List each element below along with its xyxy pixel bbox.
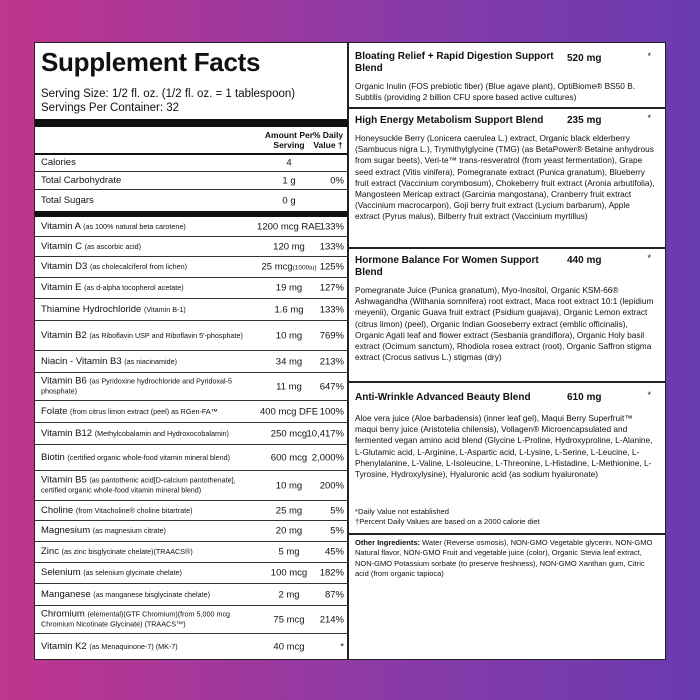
blend-text: Organic Inulin (FOS prebiotic fiber) (Blue agave plant), OptiBiome® BS50 B. Subtilis (providing 2 billion CFU spore based active cultures) <box>355 81 636 103</box>
serving-info <box>41 87 295 115</box>
nutrient-source: (as cholecalciferol from lichen) <box>89 261 188 271</box>
nutrient-dv: 5% <box>330 505 344 516</box>
nutrient-row <box>35 501 348 521</box>
nutrient-source: (as d-alpha tocopherol acetate) <box>84 282 184 292</box>
nutrient-row <box>35 634 348 659</box>
other-ingredients-label: Other Ingredients: <box>355 538 421 547</box>
nutrient-label: Selenium <box>41 566 81 578</box>
nutrient-label: Chromium <box>41 608 85 619</box>
nutrient-dv: 214% <box>319 614 344 625</box>
blend-amount: 440 mg <box>567 255 602 266</box>
nutrient-source: (from Vitacholine® choline bitartrate) <box>75 505 193 515</box>
nutrient-name <box>41 157 256 168</box>
amount-value: 34 mg <box>275 356 303 367</box>
nutrient-label: Vitamin B6 <box>41 375 87 386</box>
note-dv-not-established: *Daily Value not established <box>355 507 449 516</box>
nutrient-dv: 213% <box>319 356 344 367</box>
nutrient-dv: 769% <box>319 330 344 341</box>
nutrient-row <box>35 542 348 563</box>
amount-value: 75 mcg <box>273 614 305 625</box>
nutrient-name <box>41 428 256 439</box>
nutrient-name <box>41 568 256 579</box>
blend-text: Honeysuckle Berry (Lonicera caerulea L.) extract, Organic black elderberry (Sambucus nigra L.), Trymithylglycine (TMG) (as BetaPower® Betaine anhydrous from sugar beets), Veri-te™ trans-resveratrol (from yeast fermentation), Grape seed extract (Vitis vinifera), Pomegranate extract (Punica granatum), Blueberry fruit extract (Vaccinium corymbosum), Chokeberry fruit extract (Aronia arbutifolia), Mangosteen Mericap extract (Garcinia mangostana), Cranberry fruit extract (Vaccinium macrocarpon), Goji berry fruit extract (Lycium barbarum), Apple extract (Pyrus malus), Bilberry fruit extract (Vaccinium myrtillus) <box>355 133 655 222</box>
nutrient-label: Vitamin B2 <box>41 329 87 341</box>
nutrient-name <box>41 330 256 341</box>
nutrient-label: Vitamin B12 <box>41 427 93 439</box>
nutrient-label: Vitamin A <box>41 220 81 232</box>
nutrient-name <box>41 221 256 232</box>
amount-value: 10 mg <box>275 330 303 341</box>
nutrient-row <box>35 606 348 634</box>
nutrient-amount <box>249 157 329 168</box>
nutrient-source: (as Pyridoxine hydrochloride and Pyridoxal-5 phosphate) <box>41 376 233 396</box>
nutrient-row <box>35 299 348 321</box>
amount-value: 120 mg <box>273 241 305 252</box>
amount-value: 20 mg <box>275 525 303 537</box>
nutrient-column <box>35 43 349 659</box>
nutrient-row <box>35 521 348 542</box>
blend-amount: 610 mg <box>567 392 602 403</box>
nutrient-label: Biotin <box>41 451 65 463</box>
amount-value: 40 mcg <box>273 641 305 652</box>
nutrient-row <box>35 278 348 299</box>
nutrient-source: (elemental)(GTF Chromium)(from 5,000 mcg Chromium Nicotinate Glycinate) (TRAACS™) <box>41 609 231 629</box>
note-dv-basis: †Percent Daily Values are based on a 2000 calorie diet <box>355 517 540 526</box>
nutrient-label: Vitamin B5 <box>41 474 87 485</box>
nutrient-name <box>41 641 256 652</box>
nutrient-source: (as manganese bisglycinate chelate) <box>93 589 210 599</box>
blend-amount: 235 mg <box>567 115 602 126</box>
panel-title: Supplement Facts <box>41 47 261 77</box>
nutrient-name <box>41 406 256 417</box>
nutrient-row <box>35 190 348 211</box>
nutrient-label: Vitamin E <box>41 281 82 293</box>
nutrient-dv: 2,000% <box>311 452 344 463</box>
blend-text: Pomegranate Juice (Punica granatum), Myo-Inositol, Organic KSM-66® Ashwagandha (Withania somnifera) root extract, Maca root extract 10:1 (lepidium meyenii), Organic Guava fruit extract (Psidium guajava), Organic Lemon extract (citrus limon) (peel), Organic Indian Gooseberry extract (emblic officinalis), Organic Agati leaf and flower extract (Sesbania grandiflora), Organic Holy basil extract (Ocimum sanctum), Rhodiola rosea extract (root), Organic Saffron stigma extract (Crocus sativus L.) stigmas (dry) <box>355 285 654 363</box>
amount-value: 25 mcg <box>261 261 293 273</box>
nutrient-row <box>35 154 348 172</box>
nutrient-name <box>41 304 256 315</box>
nutrient-dv: 100% <box>319 406 344 417</box>
nutrient-row <box>35 401 348 423</box>
nutrient-name <box>41 609 256 630</box>
nutrient-row <box>35 584 348 606</box>
blend-bloating <box>349 43 665 109</box>
amount-value: 10 mg <box>275 480 303 491</box>
nutrient-name <box>41 175 256 186</box>
nutrient-label: Choline <box>41 504 74 516</box>
nutrient-name <box>41 589 256 600</box>
blend-metabolism <box>349 109 665 249</box>
nutrient-name <box>41 262 256 273</box>
blend-name: High Energy Metabolism Support Blend <box>355 115 544 126</box>
nutrient-dv: 0% <box>330 175 344 186</box>
amount-value: 1200 mcg RAE <box>257 221 321 232</box>
nutrient-source: (as Riboflavin USP and Riboflavin 5'-phosphate) <box>89 330 243 340</box>
nutrient-label: Magnesium <box>41 524 91 536</box>
nutrient-source: (as magnesium citrate) <box>92 525 166 535</box>
other-ingredients <box>355 538 659 579</box>
nutrient-dv: 87% <box>324 589 344 600</box>
blend-name: Bloating Relief + Rapid Digestion Support Blend <box>355 51 554 74</box>
nutrient-row <box>35 423 348 445</box>
thick-divider <box>35 119 348 127</box>
amount-value: 11 mg <box>276 381 302 392</box>
nutrient-name <box>41 505 256 516</box>
amount-value: 1 g <box>282 175 296 186</box>
nutrient-source: (as pantothenic acid[D-calcium pantothenate], certified organic whole-food vitamin mineral blend) <box>41 475 236 495</box>
other-ingredients-text: Water (Reverse osmosis), NON-GMO Vegetable glycerin, NON-GMO Natural flavor, NON-GMO Fruit and vegetable juice (color), Organic Stevia leaf extract, NON-GMO Potassium sorbate (to preserve freshness), NON-GMO Xanthan gum, Citric acid (from organic tapioca) <box>355 538 653 578</box>
blend-text: Aloe vera juice (Aloe barbadensis) (inner leaf gel), Maqui Berry Superfruit™ maqui berry juice (Aristotelia chilensis), Vollagen® Microencapsulated and fermented vegan amino acid blend (Glycine L-Proline, Hydroxyproline, L-Alanine, L-Glutamic acid, L-Arginine, L-Aspartic acid, L-Lysine, L-Serine, L-Leucine, L-Phenylalanine, L-Valine, L-Isoleucine, L-Threonine, L-Histadine, L-Methionine, L-Tyrosine, Hydroxylysine), Hyaluronic acid (as sodium hyaluronate) <box>355 413 653 480</box>
nutrient-row <box>35 351 348 373</box>
nutrient-source: (from citrus limon extract (peel) as RGen-FA™ <box>70 406 218 416</box>
nutrient-amount <box>249 195 329 206</box>
amount-value: 5 mg <box>278 546 300 558</box>
nutrient-row <box>35 471 348 501</box>
nutrient-label: Thiamine Hydrochloride <box>41 303 142 315</box>
nutrient-name <box>41 356 256 367</box>
nutrient-label: Vitamin K2 <box>41 640 87 652</box>
amount-value: 1.6 mg <box>274 304 304 315</box>
nutrient-row <box>35 321 348 351</box>
nutrient-dv: 647% <box>319 381 344 392</box>
nutrient-label: Manganese <box>41 588 91 600</box>
nutrient-row <box>35 563 348 584</box>
nutrient-row <box>35 172 348 190</box>
nutrient-label: Total Carbohydrate <box>41 174 122 186</box>
column-header <box>35 129 348 153</box>
nutrient-name <box>41 241 256 252</box>
nutrient-name <box>41 526 256 537</box>
amount-header: Amount Per Serving <box>264 130 314 150</box>
nutrient-label: Vitamin C <box>41 240 83 252</box>
nutrient-row <box>35 373 348 401</box>
blend-star: * <box>647 113 651 123</box>
nutrient-dv: 133% <box>319 241 344 252</box>
nutrient-dv: 45% <box>324 546 344 558</box>
blend-name: Anti-Wrinkle Advanced Beauty Blend <box>355 392 531 403</box>
nutrient-dv: 200% <box>319 480 344 491</box>
amount-value: 400 mcg DFE <box>259 406 319 417</box>
nutrient-row <box>35 237 348 257</box>
blend-star: * <box>647 390 651 400</box>
amount-value: 2 mg <box>278 589 300 600</box>
amount-value: 250 mcg <box>270 428 308 439</box>
amount-value: 25 mg <box>275 505 303 516</box>
nutrient-name <box>41 376 256 397</box>
nutrient-name <box>41 283 256 294</box>
blend-name: Hormone Balance For Women Support Blend <box>355 255 539 278</box>
nutrient-source: (Methylcobalamin and Hydroxocobalamin) <box>94 428 229 438</box>
amount-value: 0 g <box>282 195 296 206</box>
nutrient-name <box>41 475 256 496</box>
nutrient-label: Calories <box>41 156 76 168</box>
nutrient-source: (as Menaquinone-7) (MK-7) <box>89 641 178 651</box>
blend-amount: 520 mg <box>567 53 602 64</box>
nutrient-source: (as 100% natural beta carotene) <box>83 221 186 231</box>
nutrient-row <box>35 445 348 471</box>
servings-per-container: Servings Per Container: 32 <box>41 102 180 114</box>
nutrient-row <box>35 217 348 237</box>
nutrient-label: Folate <box>41 405 68 417</box>
blend-column <box>349 43 665 659</box>
nutrient-name <box>41 452 256 463</box>
supplement-facts-panel <box>34 42 666 660</box>
amount-value: 4 <box>286 157 292 168</box>
nutrient-source: (certified organic whole-food vitamin mineral blend) <box>67 452 230 462</box>
nutrient-dv: 182% <box>319 567 344 579</box>
blend-star: * <box>647 253 651 263</box>
nutrient-label: Total Sugars <box>41 194 94 206</box>
nutrient-dv: * <box>340 641 344 652</box>
nutrient-dv: 133% <box>319 221 344 232</box>
serving-size: Serving Size: 1/2 fl. oz. (1/2 fl. oz. = 1 tablespoon) <box>41 88 296 100</box>
nutrient-source: (as selenium glycinate chelate) <box>83 567 182 577</box>
amount-value: 600 mcg <box>270 452 308 463</box>
nutrient-source: (as ascorbic acid) <box>84 241 141 251</box>
blend-star: * <box>647 51 651 61</box>
nutrient-dv: 127% <box>319 282 344 294</box>
nutrient-label: Zinc <box>41 545 59 557</box>
amount-value: 19 mg <box>275 282 303 294</box>
dv-header: % Daily Value † <box>312 130 344 150</box>
nutrient-name <box>41 195 256 206</box>
nutrient-dv: 10,417% <box>306 428 344 439</box>
nutrient-row <box>35 257 348 278</box>
blend-hormone <box>349 249 665 383</box>
amount-iu: (1000iu) <box>292 264 317 272</box>
nutrient-dv: 125% <box>319 261 344 273</box>
nutrient-dv: 5% <box>330 525 344 537</box>
nutrient-label: Niacin - Vitamin B3 <box>41 355 122 367</box>
nutrient-name <box>41 547 256 558</box>
nutrient-label: Vitamin D3 <box>41 260 88 272</box>
nutrient-source: (as niacinamide) <box>124 356 177 366</box>
amount-value: 100 mcg <box>270 567 308 579</box>
blend-beauty <box>349 383 665 535</box>
nutrient-dv: 133% <box>319 304 344 315</box>
nutrient-source: (Vitamin B-1) <box>143 304 186 314</box>
nutrient-source: (as zinc bisglycinate chelate)(TRAACS®) <box>61 546 193 556</box>
